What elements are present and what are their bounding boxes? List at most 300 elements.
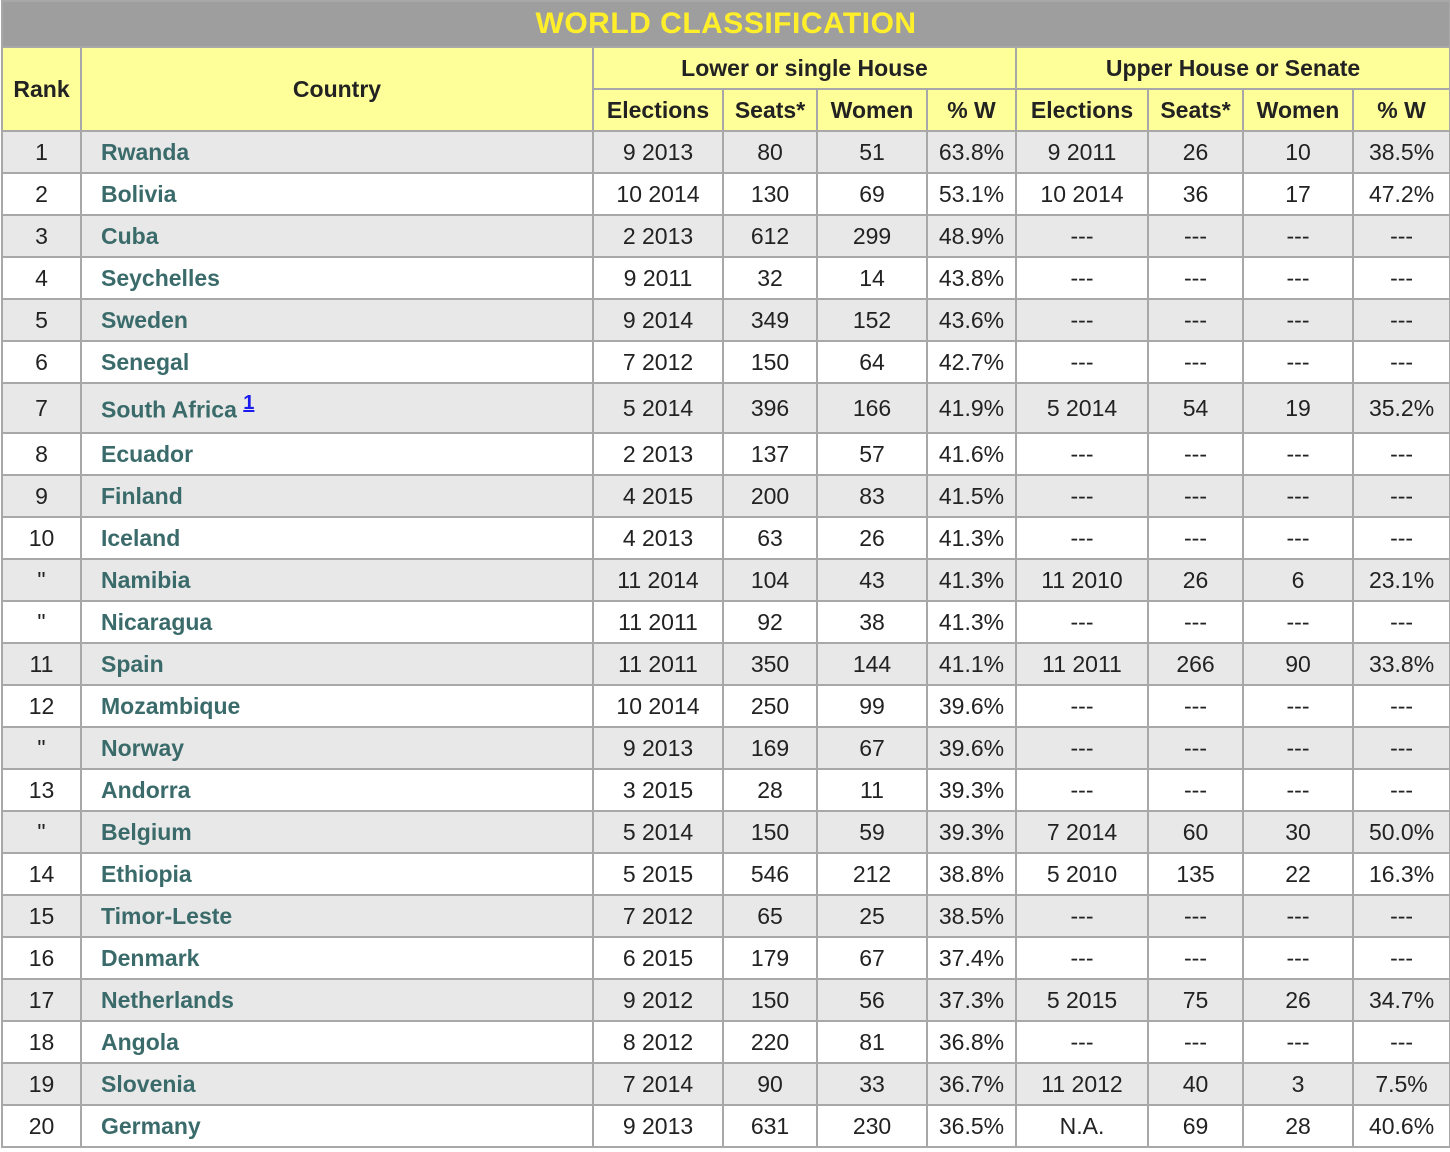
country-cell (81, 475, 593, 517)
lower-elections-cell: 9 2011 (593, 257, 723, 299)
table-title: WORLD CLASSIFICATION (2, 1, 1450, 47)
table-row (2, 433, 1450, 475)
country-cell (81, 1021, 593, 1063)
upper-seats-cell: --- (1148, 685, 1243, 727)
upper-percent-cell: --- (1353, 433, 1450, 475)
upper-women-cell: --- (1243, 215, 1353, 257)
country-name: South Africa (101, 396, 237, 423)
country-header: Country (81, 47, 593, 131)
lower-women-cell: 67 (817, 937, 927, 979)
upper-elections-cell: 5 2010 (1016, 853, 1148, 895)
upper-percent-cell: --- (1353, 341, 1450, 383)
upper-percent-cell: 34.7% (1353, 979, 1450, 1021)
country-cell (81, 853, 593, 895)
lower-elections-cell: 11 2011 (593, 601, 723, 643)
lower-elections-cell: 8 2012 (593, 1021, 723, 1063)
upper-seats-cell: --- (1148, 299, 1243, 341)
upper-seats-cell: --- (1148, 769, 1243, 811)
upper-elections-cell: 11 2010 (1016, 559, 1148, 601)
upper-women-cell: --- (1243, 257, 1353, 299)
rank-cell: 2 (2, 173, 81, 215)
country-cell (81, 769, 593, 811)
lower-elections-cell: 9 2014 (593, 299, 723, 341)
upper-women-cell: --- (1243, 341, 1353, 383)
upper-percent-cell: --- (1353, 299, 1450, 341)
table-row (2, 517, 1450, 559)
country-name: Sweden (101, 306, 188, 333)
country-cell (81, 727, 593, 769)
table-row (2, 895, 1450, 937)
table-row (2, 299, 1450, 341)
lower-seats-cell: 200 (723, 475, 817, 517)
lower-seats-cell: 137 (723, 433, 817, 475)
upper-elections-cell: N.A. (1016, 1105, 1148, 1147)
country-cell (81, 299, 593, 341)
upper-seats-cell: 60 (1148, 811, 1243, 853)
table-row (2, 341, 1450, 383)
upper-women-cell: --- (1243, 895, 1353, 937)
lower-women-cell: 212 (817, 853, 927, 895)
upper-seats-cell: 26 (1148, 131, 1243, 173)
lower-women-cell: 299 (817, 215, 927, 257)
upper-percent-cell: --- (1353, 769, 1450, 811)
country-cell (81, 811, 593, 853)
rank-header: Rank (2, 47, 81, 131)
lower-seats-cell: 104 (723, 559, 817, 601)
country-cell (81, 257, 593, 299)
upper-seats-cell: --- (1148, 937, 1243, 979)
country-cell (81, 341, 593, 383)
upper-seats-cell: --- (1148, 341, 1243, 383)
upper-percent-cell: 47.2% (1353, 173, 1450, 215)
rank-cell: 17 (2, 979, 81, 1021)
lower-percent-cell: 38.8% (927, 853, 1016, 895)
table-row (2, 937, 1450, 979)
upper-percent-cell: 7.5% (1353, 1063, 1450, 1105)
upper-percent-cell: 33.8% (1353, 643, 1450, 685)
upper-women-cell: 10 (1243, 131, 1353, 173)
upper-elections-cell: --- (1016, 257, 1148, 299)
table-row (2, 1105, 1450, 1147)
country-cell (81, 1105, 593, 1147)
rank-cell: 3 (2, 215, 81, 257)
lower-percent-cell: 53.1% (927, 173, 1016, 215)
lower-percent-cell: 41.6% (927, 433, 1016, 475)
upper-percent-cell: --- (1353, 601, 1450, 643)
table-row (2, 643, 1450, 685)
lower-elections-cell: 7 2012 (593, 895, 723, 937)
lower-seats-cell: 150 (723, 811, 817, 853)
rank-cell: 13 (2, 769, 81, 811)
lower-women-cell: 166 (817, 383, 927, 433)
upper-seats-cell: --- (1148, 257, 1243, 299)
lower-elections-cell: 4 2013 (593, 517, 723, 559)
table-row (2, 383, 1450, 433)
upper-elections-cell: --- (1016, 769, 1148, 811)
upper-seats-cell: 40 (1148, 1063, 1243, 1105)
upper-percent-cell: --- (1353, 685, 1450, 727)
table-row (2, 727, 1450, 769)
rank-cell: " (2, 727, 81, 769)
footnote-link[interactable]: 1 (243, 392, 255, 415)
lower-seats-cell: 631 (723, 1105, 817, 1147)
upper-women-cell: --- (1243, 769, 1353, 811)
upper-women-cell: 22 (1243, 853, 1353, 895)
rank-cell: 10 (2, 517, 81, 559)
lower-elections-cell: 7 2012 (593, 341, 723, 383)
lower-women-cell: 64 (817, 341, 927, 383)
upper-elections-cell: --- (1016, 433, 1148, 475)
lower-women-cell: 67 (817, 727, 927, 769)
rank-cell: 18 (2, 1021, 81, 1063)
lower-women-cell: 83 (817, 475, 927, 517)
lower-women-cell: 59 (817, 811, 927, 853)
lower-percent-cell: 36.7% (927, 1063, 1016, 1105)
country-cell (81, 643, 593, 685)
lower-seats-cell: 130 (723, 173, 817, 215)
rank-cell: 6 (2, 341, 81, 383)
upper-seats-cell: 75 (1148, 979, 1243, 1021)
lower-seats-cell: 349 (723, 299, 817, 341)
upper-percent-cell: --- (1353, 727, 1450, 769)
country-cell (81, 131, 593, 173)
upper-women-cell: --- (1243, 937, 1353, 979)
upper-elections-cell: 9 2011 (1016, 131, 1148, 173)
lower-elections-cell: 10 2014 (593, 685, 723, 727)
country-name: Netherlands (101, 986, 234, 1013)
upper-women-header: Women (1243, 89, 1353, 131)
upper-seats-cell: --- (1148, 895, 1243, 937)
lower-women-cell: 56 (817, 979, 927, 1021)
upper-seats-cell: 69 (1148, 1105, 1243, 1147)
rank-cell: 4 (2, 257, 81, 299)
country-name: Andorra (101, 776, 191, 803)
upper-percent-header: % W (1353, 89, 1450, 131)
lower-elections-cell: 5 2014 (593, 811, 723, 853)
lower-percent-cell: 37.3% (927, 979, 1016, 1021)
country-name: Denmark (101, 944, 200, 971)
upper-women-cell: 17 (1243, 173, 1353, 215)
upper-percent-cell: 16.3% (1353, 853, 1450, 895)
lower-percent-header: % W (927, 89, 1016, 131)
lower-elections-cell: 5 2014 (593, 383, 723, 433)
table-row (2, 979, 1450, 1021)
lower-seats-cell: 179 (723, 937, 817, 979)
country-name: Namibia (101, 566, 191, 593)
table-body (2, 131, 1450, 1147)
country-name: Timor-Leste (101, 902, 233, 929)
upper-seats-cell: --- (1148, 727, 1243, 769)
country-name: Seychelles (101, 264, 220, 291)
country-name: Angola (101, 1028, 179, 1055)
table-row (2, 685, 1450, 727)
country-cell (81, 215, 593, 257)
lower-women-cell: 51 (817, 131, 927, 173)
upper-percent-cell: 35.2% (1353, 383, 1450, 433)
lower-percent-cell: 43.8% (927, 257, 1016, 299)
lower-percent-cell: 38.5% (927, 895, 1016, 937)
table-row (2, 173, 1450, 215)
world-classification-table (1, 0, 1450, 1148)
lower-seats-cell: 250 (723, 685, 817, 727)
lower-women-cell: 99 (817, 685, 927, 727)
table-row (2, 475, 1450, 517)
upper-women-cell: 30 (1243, 811, 1353, 853)
country-name: Finland (101, 482, 183, 509)
upper-elections-cell: --- (1016, 685, 1148, 727)
lower-elections-cell: 2 2013 (593, 433, 723, 475)
table-row (2, 257, 1450, 299)
lower-elections-cell: 5 2015 (593, 853, 723, 895)
upper-percent-cell: 40.6% (1353, 1105, 1450, 1147)
lower-women-cell: 81 (817, 1021, 927, 1063)
table-row (2, 769, 1450, 811)
upper-elections-cell: --- (1016, 601, 1148, 643)
lower-elections-cell: 7 2014 (593, 1063, 723, 1105)
upper-elections-cell: --- (1016, 517, 1148, 559)
lower-seats-cell: 90 (723, 1063, 817, 1105)
lower-women-cell: 25 (817, 895, 927, 937)
table-row (2, 1063, 1450, 1105)
rank-cell: 19 (2, 1063, 81, 1105)
country-name: Nicaragua (101, 608, 213, 635)
lower-elections-cell: 11 2014 (593, 559, 723, 601)
rank-cell: " (2, 559, 81, 601)
upper-women-cell: --- (1243, 475, 1353, 517)
upper-women-cell: 19 (1243, 383, 1353, 433)
country-name: Norway (101, 734, 185, 761)
lower-women-cell: 152 (817, 299, 927, 341)
upper-percent-cell: --- (1353, 215, 1450, 257)
rank-cell: 11 (2, 643, 81, 685)
lower-women-cell: 230 (817, 1105, 927, 1147)
upper-percent-cell: --- (1353, 895, 1450, 937)
country-cell (81, 937, 593, 979)
upper-seats-cell: 266 (1148, 643, 1243, 685)
upper-elections-cell: --- (1016, 299, 1148, 341)
lower-seats-cell: 150 (723, 341, 817, 383)
upper-seats-cell: --- (1148, 475, 1243, 517)
table-row (2, 601, 1450, 643)
table-row (2, 1021, 1450, 1063)
country-cell (81, 559, 593, 601)
lower-seats-cell: 150 (723, 979, 817, 1021)
country-cell (81, 517, 593, 559)
upper-seats-cell: 54 (1148, 383, 1243, 433)
upper-women-cell: 28 (1243, 1105, 1353, 1147)
rank-cell: 20 (2, 1105, 81, 1147)
lower-percent-cell: 41.9% (927, 383, 1016, 433)
upper-elections-cell: 5 2015 (1016, 979, 1148, 1021)
lower-women-cell: 144 (817, 643, 927, 685)
country-cell (81, 979, 593, 1021)
lower-percent-cell: 39.6% (927, 685, 1016, 727)
table-row (2, 131, 1450, 173)
table-row (2, 559, 1450, 601)
upper-women-cell: 3 (1243, 1063, 1353, 1105)
rank-cell: 9 (2, 475, 81, 517)
lower-women-cell: 14 (817, 257, 927, 299)
lower-house-header: Lower or single House (593, 47, 1016, 89)
lower-percent-cell: 36.8% (927, 1021, 1016, 1063)
upper-women-cell: --- (1243, 685, 1353, 727)
lower-seats-cell: 220 (723, 1021, 817, 1063)
lower-percent-cell: 39.3% (927, 769, 1016, 811)
upper-seats-cell: --- (1148, 517, 1243, 559)
upper-women-cell: --- (1243, 299, 1353, 341)
upper-elections-cell: 10 2014 (1016, 173, 1148, 215)
country-cell (81, 433, 593, 475)
country-name: Belgium (101, 818, 192, 845)
upper-house-header: Upper House or Senate (1016, 47, 1450, 89)
lower-seats-header: Seats* (723, 89, 817, 131)
upper-elections-cell: 7 2014 (1016, 811, 1148, 853)
lower-seats-cell: 169 (723, 727, 817, 769)
rank-cell: " (2, 601, 81, 643)
upper-women-cell: --- (1243, 433, 1353, 475)
upper-percent-cell: --- (1353, 937, 1450, 979)
country-name: Bolivia (101, 180, 177, 207)
lower-percent-cell: 41.5% (927, 475, 1016, 517)
table-row (2, 215, 1450, 257)
lower-women-cell: 43 (817, 559, 927, 601)
upper-women-cell: --- (1243, 1021, 1353, 1063)
lower-seats-cell: 350 (723, 643, 817, 685)
country-name: Iceland (101, 524, 181, 551)
rank-cell: 12 (2, 685, 81, 727)
rank-cell: 5 (2, 299, 81, 341)
lower-seats-cell: 92 (723, 601, 817, 643)
lower-seats-cell: 32 (723, 257, 817, 299)
lower-women-header: Women (817, 89, 927, 131)
country-cell (81, 1063, 593, 1105)
lower-percent-cell: 43.6% (927, 299, 1016, 341)
lower-seats-cell: 80 (723, 131, 817, 173)
rank-cell: 7 (2, 383, 81, 433)
upper-women-cell: --- (1243, 601, 1353, 643)
country-name: Germany (101, 1112, 201, 1139)
lower-percent-cell: 39.6% (927, 727, 1016, 769)
lower-percent-cell: 41.3% (927, 517, 1016, 559)
rank-cell: 16 (2, 937, 81, 979)
lower-seats-cell: 396 (723, 383, 817, 433)
upper-seats-cell: 26 (1148, 559, 1243, 601)
upper-elections-cell: --- (1016, 475, 1148, 517)
country-name: Cuba (101, 222, 159, 249)
upper-seats-cell: --- (1148, 215, 1243, 257)
upper-elections-cell: --- (1016, 341, 1148, 383)
upper-women-cell: 90 (1243, 643, 1353, 685)
lower-percent-cell: 41.3% (927, 559, 1016, 601)
upper-seats-cell: --- (1148, 1021, 1243, 1063)
upper-elections-cell: --- (1016, 1021, 1148, 1063)
lower-elections-cell: 4 2015 (593, 475, 723, 517)
country-name: Spain (101, 650, 164, 677)
lower-elections-cell: 2 2013 (593, 215, 723, 257)
upper-elections-cell: 11 2012 (1016, 1063, 1148, 1105)
country-name: Ethiopia (101, 860, 192, 887)
upper-seats-header: Seats* (1148, 89, 1243, 131)
lower-elections-cell: 9 2013 (593, 1105, 723, 1147)
lower-elections-cell: 9 2012 (593, 979, 723, 1021)
lower-elections-cell: 9 2013 (593, 131, 723, 173)
country-name: Rwanda (101, 138, 190, 165)
upper-elections-header: Elections (1016, 89, 1148, 131)
country-name: Mozambique (101, 692, 241, 719)
upper-seats-cell: --- (1148, 433, 1243, 475)
country-cell (81, 173, 593, 215)
lower-seats-cell: 65 (723, 895, 817, 937)
country-name: Ecuador (101, 440, 194, 467)
lower-women-cell: 33 (817, 1063, 927, 1105)
lower-elections-cell: 6 2015 (593, 937, 723, 979)
upper-seats-cell: 135 (1148, 853, 1243, 895)
country-cell (81, 601, 593, 643)
table-row (2, 811, 1450, 853)
lower-percent-cell: 37.4% (927, 937, 1016, 979)
country-cell (81, 383, 593, 433)
upper-women-cell: 26 (1243, 979, 1353, 1021)
lower-seats-cell: 63 (723, 517, 817, 559)
upper-women-cell: 6 (1243, 559, 1353, 601)
lower-seats-cell: 612 (723, 215, 817, 257)
country-cell (81, 685, 593, 727)
upper-elections-cell: 5 2014 (1016, 383, 1148, 433)
upper-women-cell: --- (1243, 517, 1353, 559)
lower-women-cell: 38 (817, 601, 927, 643)
lower-percent-cell: 42.7% (927, 341, 1016, 383)
upper-percent-cell: 38.5% (1353, 131, 1450, 173)
upper-elections-cell: --- (1016, 215, 1148, 257)
lower-women-cell: 57 (817, 433, 927, 475)
upper-seats-cell: --- (1148, 601, 1243, 643)
upper-seats-cell: 36 (1148, 173, 1243, 215)
table-row (2, 853, 1450, 895)
upper-elections-cell: 11 2011 (1016, 643, 1148, 685)
upper-percent-cell: --- (1353, 517, 1450, 559)
country-name: Senegal (101, 348, 190, 375)
lower-elections-header: Elections (593, 89, 723, 131)
rank-cell: 15 (2, 895, 81, 937)
upper-percent-cell: --- (1353, 1021, 1450, 1063)
lower-women-cell: 26 (817, 517, 927, 559)
upper-elections-cell: --- (1016, 727, 1148, 769)
lower-percent-cell: 41.1% (927, 643, 1016, 685)
lower-women-cell: 11 (817, 769, 927, 811)
lower-percent-cell: 36.5% (927, 1105, 1016, 1147)
lower-elections-cell: 10 2014 (593, 173, 723, 215)
upper-elections-cell: --- (1016, 937, 1148, 979)
lower-elections-cell: 11 2011 (593, 643, 723, 685)
upper-percent-cell: --- (1353, 257, 1450, 299)
rank-cell: 1 (2, 131, 81, 173)
upper-percent-cell: --- (1353, 475, 1450, 517)
upper-percent-cell: 50.0% (1353, 811, 1450, 853)
country-name: Slovenia (101, 1070, 196, 1097)
lower-percent-cell: 48.9% (927, 215, 1016, 257)
rank-cell: 14 (2, 853, 81, 895)
lower-elections-cell: 9 2013 (593, 727, 723, 769)
rank-cell: 8 (2, 433, 81, 475)
lower-elections-cell: 3 2015 (593, 769, 723, 811)
lower-women-cell: 69 (817, 173, 927, 215)
lower-percent-cell: 39.3% (927, 811, 1016, 853)
rank-cell: " (2, 811, 81, 853)
upper-elections-cell: --- (1016, 895, 1148, 937)
lower-percent-cell: 41.3% (927, 601, 1016, 643)
upper-percent-cell: 23.1% (1353, 559, 1450, 601)
country-cell (81, 895, 593, 937)
